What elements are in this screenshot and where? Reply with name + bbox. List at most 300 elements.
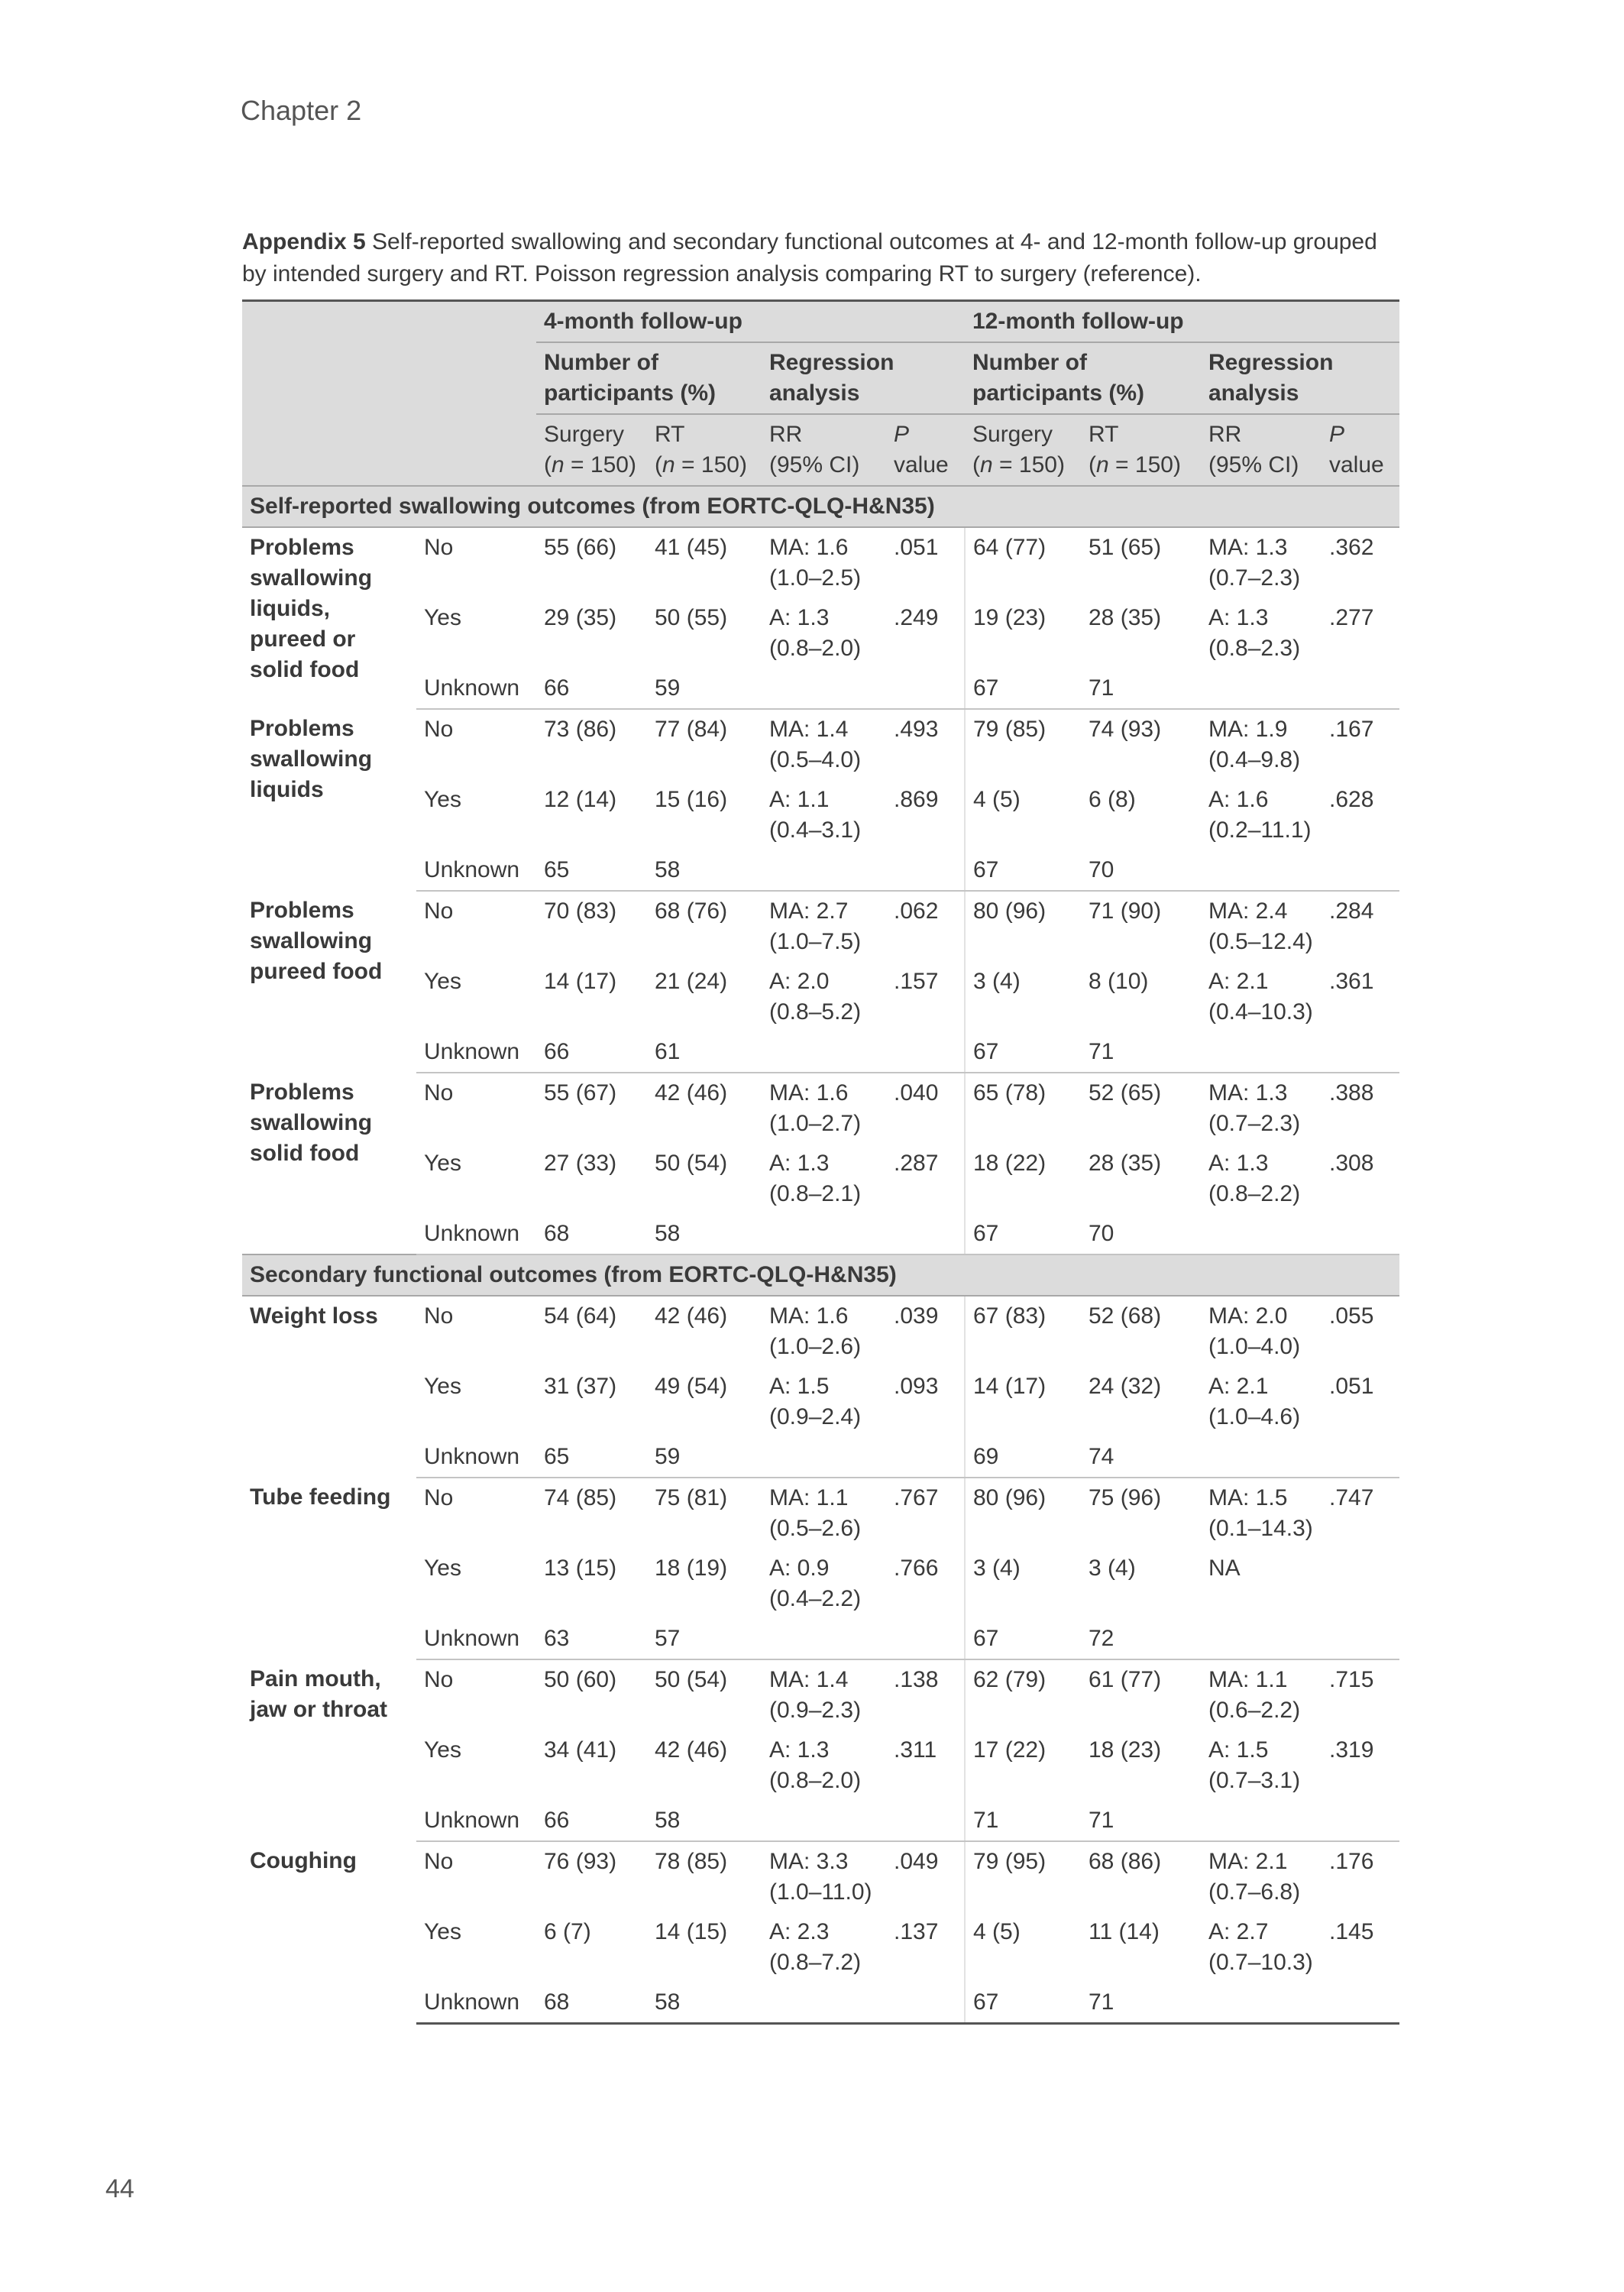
rr-4m-cell: [762, 780, 886, 850]
ci-4m-value: (1.0–11.0): [769, 1879, 872, 1905]
surgery-12m-cell: 62 (79): [965, 1659, 1081, 1730]
p-4m-cell: .311: [894, 1737, 937, 1763]
rt-12m-cell: 28 (35): [1089, 1151, 1162, 1176]
rt-12m-cell: 70: [1081, 850, 1201, 891]
rr-12m-value: MA: 2.0: [1208, 1303, 1288, 1329]
rt-12m-cell: 74: [1081, 1437, 1201, 1478]
surgery-4m-cell: 31 (37): [544, 1374, 617, 1399]
rt-4m-cell: 61: [647, 1032, 762, 1073]
col-label: RR: [769, 422, 803, 447]
response-cell: Yes: [424, 1374, 461, 1399]
outcome-label: Problems swallowing liquids, pureed or solid food: [250, 535, 373, 682]
col-n: = 150): [571, 452, 636, 478]
rt-4m-cell: 15 (16): [655, 787, 728, 812]
col-ci: (95% CI): [1208, 452, 1299, 478]
rr-12m-value: A: 2.1: [1208, 1374, 1269, 1399]
ci-12m-value: (0.8–2.3): [1208, 636, 1301, 661]
rt-4m-cell: 58: [647, 1801, 762, 1841]
surgery-12m-cell: 79 (85): [965, 709, 1081, 780]
ci-4m-value: (1.0–2.7): [769, 1111, 862, 1136]
rr-4m-value: A: 0.9: [769, 1556, 830, 1581]
surgery-12m-cell: 4 (5): [965, 780, 1081, 850]
surgery-4m-cell: 29 (35): [544, 605, 617, 630]
ci-4m-value: (0.8–2.0): [769, 1768, 862, 1793]
rr-4m-cell: [762, 962, 886, 1032]
rt-12m-cell: 24 (32): [1089, 1374, 1162, 1399]
rr-4m-cell: [762, 1367, 886, 1437]
ci-12m-value: (0.7–6.8): [1208, 1879, 1301, 1905]
p-4m-cell: .049: [894, 1849, 939, 1874]
ci-12m-value: (1.0–4.0): [1208, 1334, 1301, 1359]
response-cell: No: [424, 898, 454, 924]
surgery-4m-cell: 50 (60): [544, 1667, 617, 1692]
surgery-4m-cell: 66: [536, 1801, 647, 1841]
p-12m-cell: [1322, 850, 1399, 891]
col-4m-surgery: Surgery (n = 150): [536, 414, 647, 486]
table-row: [242, 1619, 1399, 1659]
rr-12m-value: NA: [1208, 1556, 1241, 1581]
table-row: [242, 1912, 1399, 1983]
surgery-4m-cell: 54 (64): [544, 1303, 617, 1329]
p-12m-cell: .319: [1329, 1737, 1374, 1763]
surgery-12m-cell: 80 (96): [965, 1478, 1081, 1549]
response-cell: No: [424, 1303, 454, 1329]
ci-12m-value: (0.7–10.3): [1208, 1950, 1313, 1975]
rr-4m-cell: [762, 1478, 886, 1549]
rt-4m-cell: 77 (84): [655, 717, 728, 742]
rt-4m-cell: 14 (15): [655, 1919, 728, 1944]
ci-12m-value: (0.7–3.1): [1208, 1768, 1301, 1793]
rr-4m-value: MA: 2.7: [769, 898, 849, 924]
ci-12m-value: (1.0–4.6): [1208, 1404, 1301, 1429]
rt-4m-cell: 75 (81): [655, 1485, 728, 1510]
table-row: [242, 1659, 1399, 1730]
rr-4m-cell: [762, 1296, 886, 1367]
ci-12m-value: (0.4–9.8): [1208, 747, 1301, 772]
p-12m-cell: .145: [1329, 1919, 1374, 1944]
p-4m-cell: [886, 1214, 965, 1254]
rt-12m-cell: 71: [1081, 668, 1201, 709]
table-row: [242, 962, 1399, 1032]
rt-4m-cell: 41 (45): [655, 535, 728, 560]
running-head: Chapter 2: [241, 95, 362, 126]
surgery-4m-cell: 66: [536, 668, 647, 709]
rr-12m-cell: [1201, 1296, 1322, 1367]
col-12m-rt: RT (n = 150): [1081, 414, 1201, 486]
rr-4m-cell: [762, 1214, 886, 1254]
col-label: RT: [655, 422, 685, 447]
rr-4m-cell: [762, 1801, 886, 1841]
rr-12m-cell: [1201, 709, 1322, 780]
table-row: [242, 1730, 1399, 1801]
response-cell: Yes: [424, 969, 461, 994]
rt-12m-cell: 70: [1081, 1214, 1201, 1254]
rt-4m-cell: 78 (85): [655, 1849, 728, 1874]
p-4m-cell: .051: [894, 535, 939, 560]
table-body: [242, 486, 1399, 2024]
p-12m-cell: .176: [1329, 1849, 1374, 1874]
rr-4m-cell: [762, 850, 886, 891]
p-12m-cell: .628: [1329, 787, 1374, 812]
response-cell: No: [424, 717, 454, 742]
surgery-4m-cell: 13 (15): [544, 1556, 617, 1581]
rr-12m-value: A: 1.6: [1208, 787, 1269, 812]
col-value: value: [1329, 452, 1384, 478]
surgery-4m-cell: 66: [536, 1032, 647, 1073]
rt-12m-cell: 71 (90): [1089, 898, 1162, 924]
surgery-4m-cell: 55 (67): [544, 1080, 617, 1106]
rr-12m-cell: [1201, 850, 1322, 891]
outcome-label: Tube feeding: [250, 1484, 391, 1510]
rr-12m-cell: [1201, 598, 1322, 668]
rr-4m-value: MA: 1.6: [769, 1303, 849, 1329]
col-n: = 150): [999, 452, 1065, 478]
table-row: [242, 891, 1399, 962]
ci-12m-value: (0.2–11.1): [1208, 817, 1312, 843]
rr-12m-cell: [1201, 1437, 1322, 1478]
rr-4m-value: MA: 3.3: [769, 1849, 849, 1874]
p-4m-cell: .157: [894, 969, 939, 994]
surgery-4m-cell: 68: [536, 1214, 647, 1254]
p-4m-cell: [886, 1437, 965, 1478]
table-row: [242, 1032, 1399, 1073]
p-4m-cell: [886, 1032, 965, 1073]
rr-12m-cell: [1201, 1983, 1322, 2024]
p-12m-cell: [1322, 1549, 1399, 1619]
p-4m-cell: .493: [894, 717, 939, 742]
section-header-row: [242, 486, 1399, 527]
rt-4m-cell: 59: [647, 668, 762, 709]
section-title: Self-reported swallowing outcomes (from EORTC-QLQ-H&N35): [242, 486, 1399, 527]
response-cell: No: [424, 1667, 454, 1692]
surgery-4m-cell: 63: [536, 1619, 647, 1659]
table-row: [242, 1549, 1399, 1619]
surgery-4m-cell: 6 (7): [544, 1919, 591, 1944]
response-cell: Yes: [424, 605, 461, 630]
rr-4m-cell: [762, 1912, 886, 1983]
ci-4m-value: (0.8–5.2): [769, 999, 862, 1025]
p-4m-cell: .039: [894, 1303, 939, 1329]
p-12m-cell: [1322, 668, 1399, 709]
header-stub-cell: [242, 301, 536, 487]
rr-4m-cell: [762, 709, 886, 780]
surgery-12m-cell: 65 (78): [965, 1073, 1081, 1144]
rr-12m-cell: [1201, 1214, 1322, 1254]
ci-12m-value: (0.7–2.3): [1208, 565, 1301, 591]
p-12m-cell: .715: [1329, 1667, 1374, 1692]
col-12m-rr: [1201, 414, 1322, 486]
rt-12m-cell: 72: [1081, 1619, 1201, 1659]
rr-4m-cell: [762, 527, 886, 598]
table-row: [242, 1214, 1399, 1254]
ci-12m-value: (0.4–10.3): [1208, 999, 1313, 1025]
rt-12m-cell: 11 (14): [1089, 1919, 1160, 1944]
col-label: RR: [1208, 422, 1242, 447]
caption-text: Self-reported swallowing and secondary functional outcomes at 4- and 12-month follow-up grouped by intended surgery and RT. Poisson regression analysis comparing RT to surgery (reference).: [242, 229, 1377, 286]
rr-12m-cell: [1201, 1367, 1322, 1437]
p-12m-cell: .055: [1329, 1303, 1374, 1329]
col-12m-surgery: Surgery (n = 150): [965, 414, 1081, 486]
ci-12m-value: (0.5–12.4): [1208, 929, 1313, 954]
rr-12m-value: MA: 1.5: [1208, 1485, 1288, 1510]
rr-12m-value: A: 1.3: [1208, 605, 1269, 630]
response-cell: Unknown: [416, 850, 536, 891]
p-12m-cell: .051: [1329, 1374, 1374, 1399]
table-row: [242, 780, 1399, 850]
p-4m-cell: .137: [894, 1919, 939, 1944]
rr-12m-cell: [1201, 1801, 1322, 1841]
rt-4m-cell: 57: [647, 1619, 762, 1659]
p-12m-cell: [1322, 1983, 1399, 2024]
rt-4m-cell: 42 (46): [655, 1737, 728, 1763]
response-cell: Unknown: [416, 1032, 536, 1073]
surgery-4m-cell: 55 (66): [544, 535, 617, 560]
rr-4m-cell: [762, 891, 886, 962]
rr-4m-cell: [762, 1841, 886, 1912]
rt-12m-cell: 71: [1081, 1032, 1201, 1073]
surgery-4m-cell: 73 (86): [544, 717, 617, 742]
rr-4m-value: A: 2.0: [769, 969, 830, 994]
col-value: value: [894, 452, 949, 478]
rt-4m-cell: 18 (19): [655, 1556, 728, 1581]
rr-12m-cell: [1201, 1549, 1322, 1619]
col-label: Surgery: [544, 422, 625, 447]
surgery-12m-cell: 71: [965, 1801, 1081, 1841]
rr-12m-cell: [1201, 1032, 1322, 1073]
rt-4m-cell: 49 (54): [655, 1374, 728, 1399]
response-cell: Unknown: [416, 1801, 536, 1841]
table-row: [242, 668, 1399, 709]
table-row: [242, 1437, 1399, 1478]
table-row: [242, 1367, 1399, 1437]
rt-4m-cell: 42 (46): [655, 1080, 728, 1106]
ci-4m-value: (0.9–2.3): [769, 1698, 862, 1723]
p-4m-cell: [886, 850, 965, 891]
rr-12m-value: MA: 1.3: [1208, 1080, 1288, 1106]
ci-4m-value: (0.8–2.1): [769, 1181, 862, 1206]
rr-4m-value: MA: 1.4: [769, 717, 849, 742]
rr-4m-cell: [762, 1437, 886, 1478]
rr-4m-value: MA: 1.6: [769, 1080, 849, 1106]
rt-12m-cell: 6 (8): [1089, 787, 1136, 812]
ci-12m-value: (0.8–2.2): [1208, 1181, 1301, 1206]
rr-12m-cell: [1201, 1144, 1322, 1214]
col-4m-p: [886, 414, 965, 486]
surgery-12m-cell: 67: [965, 668, 1081, 709]
rr-4m-value: MA: 1.1: [769, 1485, 849, 1510]
rr-12m-cell: [1201, 1478, 1322, 1549]
surgery-12m-cell: 67: [965, 850, 1081, 891]
p-12m-cell: .277: [1329, 605, 1374, 630]
surgery-4m-cell: 65: [536, 850, 647, 891]
rt-4m-cell: 58: [647, 1983, 762, 2024]
ci-4m-value: (0.5–4.0): [769, 747, 862, 772]
rr-12m-cell: [1201, 1730, 1322, 1801]
table-row: [242, 1144, 1399, 1214]
rr-12m-value: MA: 1.1: [1208, 1667, 1288, 1692]
header-4m-regression: Regression analysis: [762, 342, 965, 414]
col-label: P: [894, 422, 910, 447]
surgery-12m-cell: 19 (23): [965, 598, 1081, 668]
rt-12m-cell: 52 (68): [1089, 1303, 1162, 1329]
rr-12m-cell: [1201, 1073, 1322, 1144]
outcome-label: Weight loss: [250, 1303, 378, 1329]
rr-4m-value: A: 1.5: [769, 1374, 830, 1399]
rr-12m-value: MA: 1.3: [1208, 535, 1288, 560]
rt-12m-cell: 8 (10): [1089, 969, 1149, 994]
rr-12m-cell: [1201, 1659, 1322, 1730]
header-row-period: [242, 301, 1399, 343]
rr-4m-value: MA: 1.4: [769, 1667, 849, 1692]
surgery-4m-cell: 76 (93): [544, 1849, 617, 1874]
rr-4m-value: A: 1.3: [769, 1151, 830, 1176]
rr-4m-value: A: 1.3: [769, 1737, 830, 1763]
header-4m-participants: Number of participants (%): [536, 342, 762, 414]
rr-4m-value: A: 1.1: [769, 787, 830, 812]
rr-4m-cell: [762, 1032, 886, 1073]
rt-4m-cell: 42 (46): [655, 1303, 728, 1329]
outcome-label: Problems swallowing solid food: [250, 1080, 373, 1166]
rr-4m-cell: [762, 1619, 886, 1659]
response-cell: Yes: [424, 1556, 461, 1581]
rt-12m-cell: 75 (96): [1089, 1485, 1162, 1510]
rt-12m-cell: 52 (65): [1089, 1080, 1162, 1106]
p-12m-cell: .388: [1329, 1080, 1374, 1106]
response-cell: No: [424, 1849, 454, 1874]
section-title: Secondary functional outcomes (from EORTC-QLQ-H&N35): [242, 1254, 1399, 1296]
rt-4m-cell: 58: [647, 850, 762, 891]
outcome-label: Problems swallowing liquids: [250, 716, 373, 802]
surgery-12m-cell: 3 (4): [965, 962, 1081, 1032]
table-row: [242, 850, 1399, 891]
rr-4m-cell: [762, 598, 886, 668]
col-4m-rt: RT (n = 150): [647, 414, 762, 486]
col-label: P: [1329, 422, 1345, 447]
rt-12m-cell: 61 (77): [1089, 1667, 1162, 1692]
rt-4m-cell: 50 (54): [655, 1667, 728, 1692]
rr-4m-cell: [762, 668, 886, 709]
header-12-month: 12-month follow-up: [965, 301, 1399, 343]
p-12m-cell: .362: [1329, 535, 1374, 560]
rt-4m-cell: 21 (24): [655, 969, 728, 994]
p-12m-cell: .284: [1329, 898, 1374, 924]
rt-12m-cell: 18 (23): [1089, 1737, 1162, 1763]
surgery-4m-cell: 27 (33): [544, 1151, 617, 1176]
p-4m-cell: .287: [894, 1151, 939, 1176]
surgery-4m-cell: 65: [536, 1437, 647, 1478]
p-12m-cell: .361: [1329, 969, 1374, 994]
rt-12m-cell: 51 (65): [1089, 535, 1162, 560]
ci-4m-value: (0.8–7.2): [769, 1950, 862, 1975]
rr-12m-cell: [1201, 780, 1322, 850]
rr-12m-value: MA: 2.1: [1208, 1849, 1288, 1874]
surgery-4m-cell: 74 (85): [544, 1485, 617, 1510]
rr-4m-value: A: 1.3: [769, 605, 830, 630]
p-12m-cell: [1322, 1801, 1399, 1841]
rt-4m-cell: 58: [647, 1214, 762, 1254]
p-4m-cell: .766: [894, 1556, 939, 1581]
outcome-label: Problems swallowing pureed food: [250, 898, 383, 984]
rr-12m-cell: [1201, 1619, 1322, 1659]
section-header-row: [242, 1254, 1399, 1296]
surgery-12m-cell: 18 (22): [965, 1144, 1081, 1214]
col-ci: (95% CI): [769, 452, 860, 478]
p-12m-cell: .167: [1329, 717, 1374, 742]
rr-12m-cell: [1201, 962, 1322, 1032]
response-cell: Unknown: [416, 1983, 536, 2024]
p-4m-cell: .093: [894, 1374, 939, 1399]
ci-4m-value: (0.8–2.0): [769, 636, 862, 661]
response-cell: No: [424, 1485, 454, 1510]
rt-12m-cell: 71: [1081, 1983, 1201, 2024]
ci-4m-value: (0.4–2.2): [769, 1586, 862, 1611]
rt-12m-cell: 68 (86): [1089, 1849, 1162, 1874]
header-12m-regression: Regression analysis: [1201, 342, 1399, 414]
surgery-4m-cell: 70 (83): [544, 898, 617, 924]
rr-4m-cell: [762, 1659, 886, 1730]
p-4m-cell: .767: [894, 1485, 939, 1510]
p-4m-cell: .138: [894, 1667, 939, 1692]
col-label: Surgery: [972, 422, 1053, 447]
p-4m-cell: .062: [894, 898, 939, 924]
response-cell: Yes: [424, 1737, 461, 1763]
ci-12m-value: (0.1–14.3): [1208, 1516, 1313, 1541]
p-12m-cell: [1322, 1032, 1399, 1073]
rr-12m-cell: [1201, 1912, 1322, 1983]
rt-12m-cell: 71: [1081, 1801, 1201, 1841]
rr-12m-value: A: 1.3: [1208, 1151, 1269, 1176]
p-12m-cell: .308: [1329, 1151, 1374, 1176]
ci-4m-value: (0.4–3.1): [769, 817, 862, 843]
rr-12m-value: A: 2.7: [1208, 1919, 1269, 1944]
rt-4m-cell: 68 (76): [655, 898, 728, 924]
page-number: 44: [105, 2174, 134, 2203]
response-cell: No: [424, 1080, 454, 1106]
ci-12m-value: (0.6–2.2): [1208, 1698, 1301, 1723]
response-cell: Yes: [424, 1919, 461, 1944]
surgery-12m-cell: 4 (5): [965, 1912, 1081, 1983]
table-row: [242, 709, 1399, 780]
p-12m-cell: .747: [1329, 1485, 1374, 1510]
table-row: [242, 1801, 1399, 1841]
appendix-content: [242, 226, 1399, 2025]
p-12m-cell: [1322, 1214, 1399, 1254]
rt-12m-cell: 28 (35): [1089, 605, 1162, 630]
response-cell: Unknown: [416, 1437, 536, 1478]
surgery-12m-cell: 67 (83): [965, 1296, 1081, 1367]
surgery-12m-cell: 69: [965, 1437, 1081, 1478]
surgery-4m-cell: 14 (17): [544, 969, 617, 994]
ci-4m-value: (0.5–2.6): [769, 1516, 862, 1541]
p-12m-cell: [1322, 1437, 1399, 1478]
table-header: [242, 301, 1399, 487]
surgery-4m-cell: 68: [536, 1983, 647, 2024]
table-row: [242, 527, 1399, 598]
rr-12m-cell: [1201, 891, 1322, 962]
p-4m-cell: .040: [894, 1080, 939, 1106]
rr-4m-value: A: 2.3: [769, 1919, 830, 1944]
col-12m-p: [1322, 414, 1399, 486]
response-cell: Yes: [424, 1151, 461, 1176]
rr-12m-value: A: 1.5: [1208, 1737, 1269, 1763]
rr-4m-cell: [762, 1549, 886, 1619]
rr-4m-cell: [762, 1073, 886, 1144]
surgery-12m-cell: 64 (77): [965, 527, 1081, 598]
surgery-12m-cell: 14 (17): [965, 1367, 1081, 1437]
surgery-12m-cell: 3 (4): [965, 1549, 1081, 1619]
rr-4m-value: MA: 1.6: [769, 535, 849, 560]
surgery-12m-cell: 17 (22): [965, 1730, 1081, 1801]
